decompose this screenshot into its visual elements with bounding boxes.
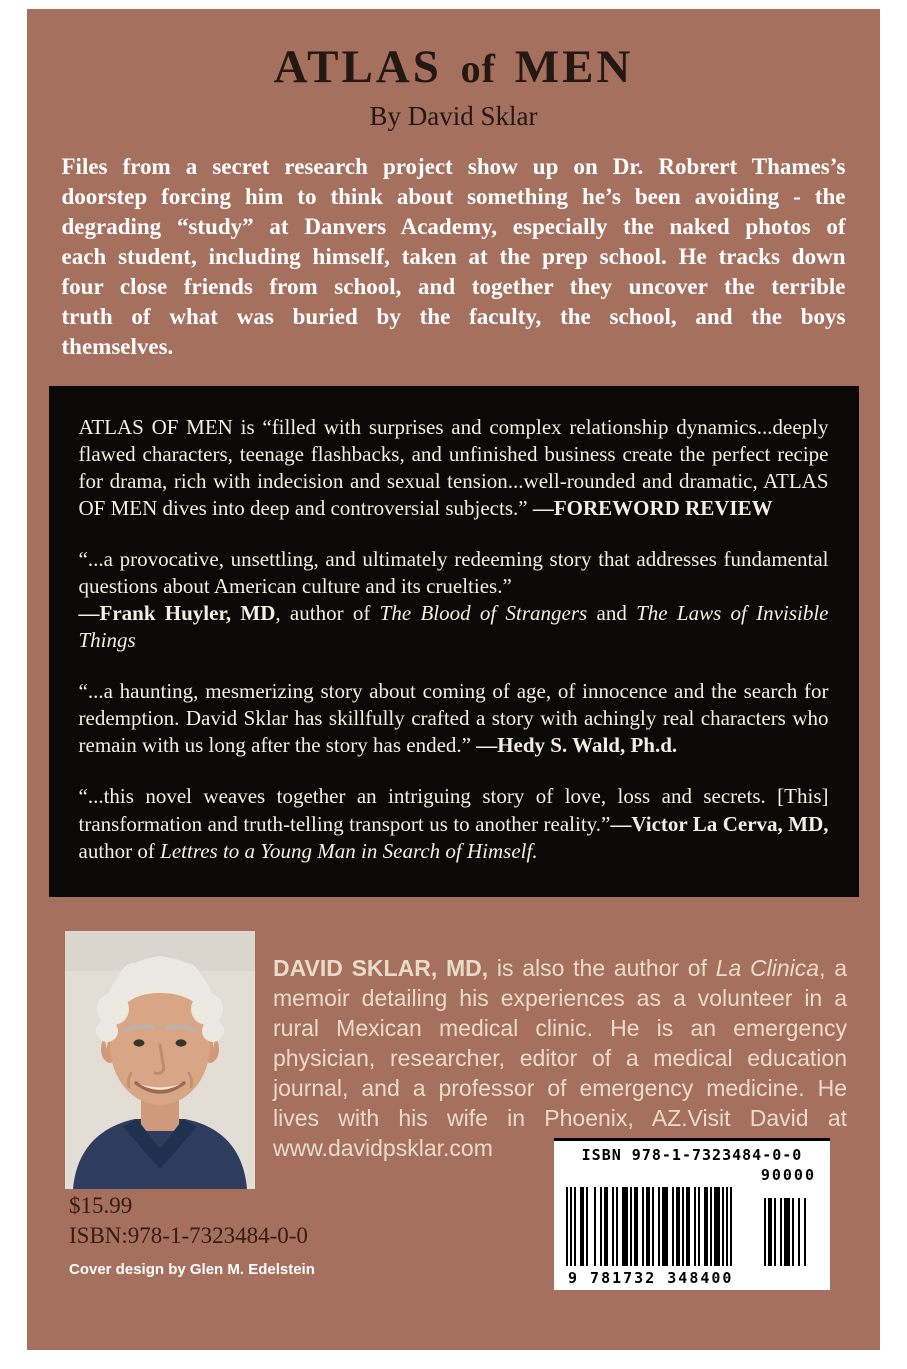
quote-attribution: —Frank Huyler, MD bbox=[78, 601, 276, 626]
barcode-bars-row bbox=[566, 1187, 820, 1266]
book-title bbox=[27, 9, 880, 92]
barcode-bars-addon bbox=[764, 1198, 820, 1266]
quote-text: “...a haunting, mesmerizing story about coming of age, of innocence and the search for redemption. David Sklar has skillfully crafted a story with achingly real characters who remain with us long after the story has ended.” bbox=[78, 679, 829, 758]
quote-text: “...a provocative, unsettling, and ultimately redeeming story that addresses fundamental questions about American culture and its cruelties.” bbox=[78, 546, 829, 598]
quote-text: is “filled with surprises and complex relationship dynamics...deeply flawed characters, teenage flashbacks, and unfinished business create the perfect recipe for drama, rich with indecision and sexual tension...well-rounded and dramatic, ATLAS OF MEN dives into deep and controversial subjects.” bbox=[78, 414, 829, 520]
author-portrait-image bbox=[65, 931, 255, 1189]
barcode-price-code: 90000 bbox=[760, 1166, 816, 1184]
quote-text: “...this novel weaves together an intriguing story of love, loss and secrets. [This] transformation and truth-telling transport us to another reality.” bbox=[78, 784, 829, 836]
isbn-text: ISBN:978-1-7323484-0-0 bbox=[69, 1223, 308, 1249]
author-photo bbox=[65, 931, 255, 1189]
quote-mid-text: author of bbox=[78, 838, 161, 863]
synopsis-paragraph: Files from a secret research project show up on Dr. Robrert Thames’s doorstep forcing him to think about something he’s been avoiding - the degrading “study” at Danvers Academy, especially the naked photos of each student, including himself, taken at the prep school. He tracks down four close friends from school, and together they uncover the terrible truth of what was buried by the faculty, the school, and the boys themselves. bbox=[61, 154, 846, 359]
byline: By David Sklar bbox=[369, 101, 538, 132]
author-website: www.davidpsklar.com bbox=[273, 1135, 493, 1162]
quote-hedy-wald bbox=[79, 678, 829, 759]
quote-victor-la-cerva bbox=[79, 783, 829, 864]
quote-conjunction: and bbox=[587, 601, 637, 626]
quoted-work-title: Lettres to a Young Man in Search of Himself. bbox=[160, 838, 538, 863]
barcode-number: 9 781732 348400 bbox=[568, 1269, 734, 1287]
price: $15.99 bbox=[69, 1192, 133, 1218]
title-word-of: of bbox=[460, 46, 496, 91]
cover-design-credit: Cover design by Glen M. Edelstein bbox=[69, 1261, 315, 1278]
book-back-cover bbox=[27, 9, 880, 1350]
barcode-bars-main bbox=[566, 1187, 752, 1266]
quoted-work-title: The Blood of Strangers bbox=[379, 601, 588, 626]
bio-text: , a memoir detailing his experiences as a volunteer in a rural Mexican medical clinic. He is an emergency physician, researcher, editor of a medical education journal, and a professor of emergency medicine. He lives with his wife in Phoenix, AZ.Visit David at bbox=[273, 954, 848, 1132]
barcode-block bbox=[554, 1138, 830, 1290]
quote-attribution: —FOREWORD REVIEW bbox=[532, 495, 773, 520]
quote-frank-huyler bbox=[79, 546, 829, 654]
title-word-men: MEN bbox=[514, 41, 634, 93]
bio-text: is also the author of bbox=[488, 954, 716, 981]
quote-mid-text: , author of bbox=[275, 601, 380, 626]
footer-left bbox=[69, 1191, 315, 1278]
author-name: DAVID SKLAR, MD, bbox=[273, 954, 489, 981]
quote-book-title: ATLAS OF MEN bbox=[78, 414, 233, 439]
bio-work-title: La Clinica bbox=[715, 954, 820, 981]
quote-attribution: —Hedy S. Wald, Ph.d. bbox=[476, 733, 678, 758]
quote-attribution: —Victor La Cerva, MD, bbox=[610, 811, 829, 836]
quote-foreword-review bbox=[79, 414, 829, 522]
quoted-work-title: The Laws of Invisible Things bbox=[78, 601, 829, 653]
title-word-atlas: ATLAS bbox=[273, 41, 442, 93]
barcode-isbn-label: ISBN 978-1-7323484-0-0 bbox=[581, 1146, 803, 1164]
review-quotes-box bbox=[49, 386, 859, 897]
